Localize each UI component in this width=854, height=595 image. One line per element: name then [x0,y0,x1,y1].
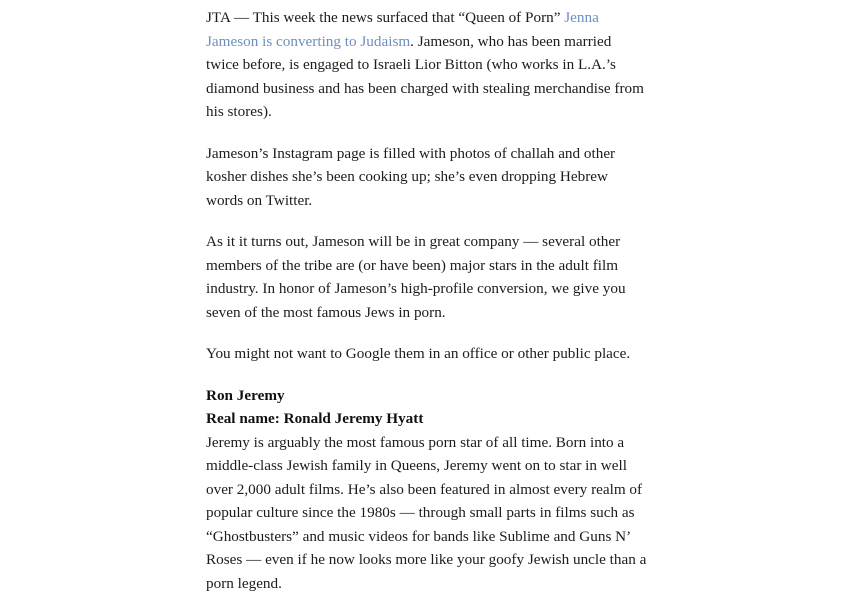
jenna-jameson-conversion-link[interactable]: Jenna Jameson is converting to Judaism [206,9,599,50]
paragraph-instagram: Jameson’s Instagram page is filled with photos of challah and other kosher dishes she’s been cooking up; she’s even dropping Hebrew words on Twitter. [206,142,648,213]
entry-description: Jeremy is arguably the most famous porn star of all time. Born into a middle-class Jewish family in Queens, Jeremy went on to star in well over 2,000 adult films. He’s also been featured in almost every realm of popular culture since the 1980s — through small parts in films such as “Ghostbusters” and music videos for bands like Sublime and Guns N’ Roses — even if he now looks more like your goofy Jewish uncle than a porn legend. [206,431,648,595]
article-body [206,6,648,595]
paragraph-lede [206,6,648,124]
paragraph-tribe: As it it turns out, Jameson will be in great company — several other members of the tribe are (or have been) major stars in the adult film industry. In honor of Jameson’s high-profile conversion, we give you seven of the most famous Jews in porn. [206,230,648,324]
paragraph-lede-text-before-link: JTA — This week the news surfaced that “Queen of Porn” [206,9,564,26]
entry-real-name: Real name: Ronald Jeremy Hyatt [206,407,648,431]
entry-ron-jeremy [206,384,648,595]
paragraph-google-warning: You might not want to Google them in an office or other public place. [206,342,648,366]
paragraph-lede-text-after-link: . Jameson, who has been married twice before, is engaged to Israeli Lior Bitton (who works in L.A.’s diamond business and has been charged with stealing merchandise from his stores). [206,33,644,121]
entry-name: Ron Jeremy [206,384,648,408]
